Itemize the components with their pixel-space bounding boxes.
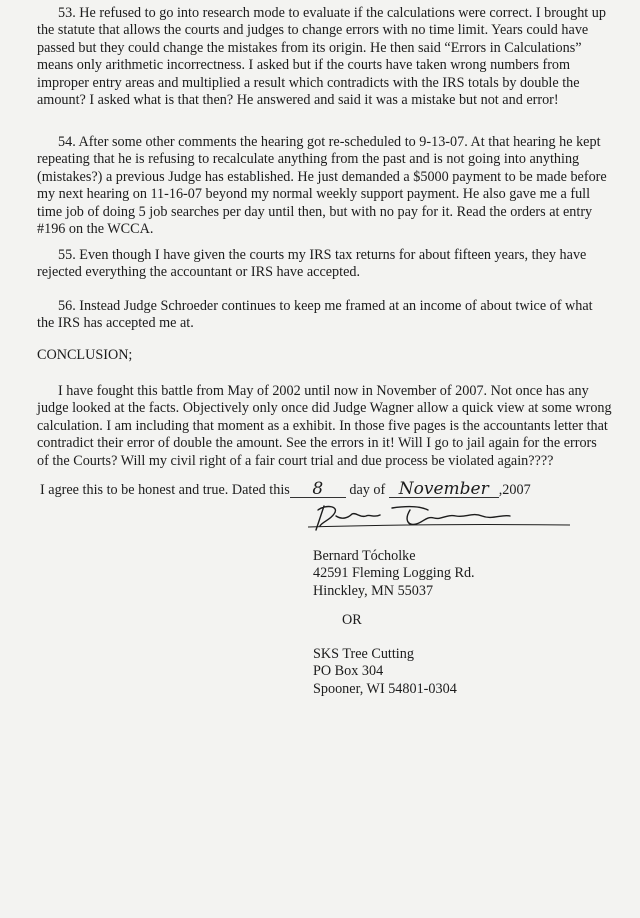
address-street: 42591 Fleming Logging Rd. (313, 565, 475, 582)
paragraph-54 (37, 134, 607, 238)
p54-line: repeating that he is refusing to recalculate anything from the past and is not going into anything (37, 151, 580, 168)
address-block-primary (313, 548, 475, 600)
attestation-mid: day of (349, 482, 386, 498)
address-block-secondary (313, 646, 457, 698)
p55-line: rejected everything the accountant or IRS have accepted. (37, 264, 361, 281)
conclusion-line: calculation. I am including that moment as a exhibit. In those five pages is the accountants letter that (37, 417, 608, 434)
attestation-year: ,2007 (498, 482, 531, 498)
address-company: SKS Tree Cutting (313, 646, 414, 662)
date-day-field: 8 (290, 482, 346, 498)
p53-line: 53. He refused to go into research mode to evaluate if the calculations were correct. I brought up (58, 5, 606, 21)
paragraph-55 (37, 247, 603, 282)
p53-line: improper entry areas and multiplied a result which contradicts with the IRS totals by double the (37, 74, 580, 91)
p54-line: #196 on the WCCA. (37, 221, 154, 238)
conclusion-line: of the Courts? Will my civil right of a fair court trial and due process be violated again???? (37, 452, 554, 469)
date-month-field: November (389, 482, 499, 498)
p54-line: my next hearing on 11-16-07 beyond my normal weekly support payment. He also gave me a full (37, 186, 591, 203)
address-name: Bernard Tócholke (313, 548, 416, 564)
or-separator: OR (342, 612, 362, 628)
paragraph-53 (37, 5, 606, 109)
address-city: Hinckley, MN 55037 (313, 582, 434, 599)
p56-line: 56. Instead Judge Schroeder continues to keep me framed at an income of about twice of what (58, 298, 593, 314)
p54-line: time job of doing 5 job searches per day until then, but with no pay for it. Read the orders at entry (37, 203, 593, 220)
p56-line: the IRS has accepted me at. (37, 315, 194, 332)
conclusion-line: I have fought this battle from May of 2002 until now in November of 2007. Not once has any (58, 383, 589, 399)
attestation-line (40, 479, 531, 499)
p53-line: the statute that allows the courts and judges to change errors with no time limit. Years could have (37, 22, 589, 39)
conclusion-paragraph (37, 383, 612, 470)
paragraph-56 (37, 298, 603, 333)
handwritten-signature (296, 500, 576, 534)
attestation-lead: I agree this to be honest and true. Dated this (40, 482, 290, 498)
p54-line: (mistakes?) a previous Judge has established. He just demanded a $5000 payment to be made before (37, 168, 607, 185)
p54-line: 54. After some other comments the hearing got re-scheduled to 9-13-07. At that hearing he kept (58, 134, 601, 150)
p53-line: means only arithmetic incorrectness. I asked but if the courts have taken wrong numbers from (37, 57, 571, 74)
address-city: Spooner, WI 54801-0304 (313, 680, 457, 697)
conclusion-heading: CONCLUSION; (37, 347, 133, 363)
conclusion-line: judge looked at the facts. Objectively only once did Judge Wagner allow a quick view at some wrong (37, 400, 612, 417)
address-po-box: PO Box 304 (313, 663, 384, 680)
conclusion-line: contradict their error of double the amount. See the errors in it! Will I go to jail again for the errors (37, 435, 597, 452)
p55-line: 55. Even though I have given the courts my IRS tax returns for about fifteen years, they have (58, 247, 587, 263)
p53-line: passed but they could change the mistakes from its origin. He then said “Errors in Calculations” (37, 39, 582, 56)
p53-line: amount? I asked what is that then? He answered and said it was a mistake but not and error! (37, 92, 559, 109)
